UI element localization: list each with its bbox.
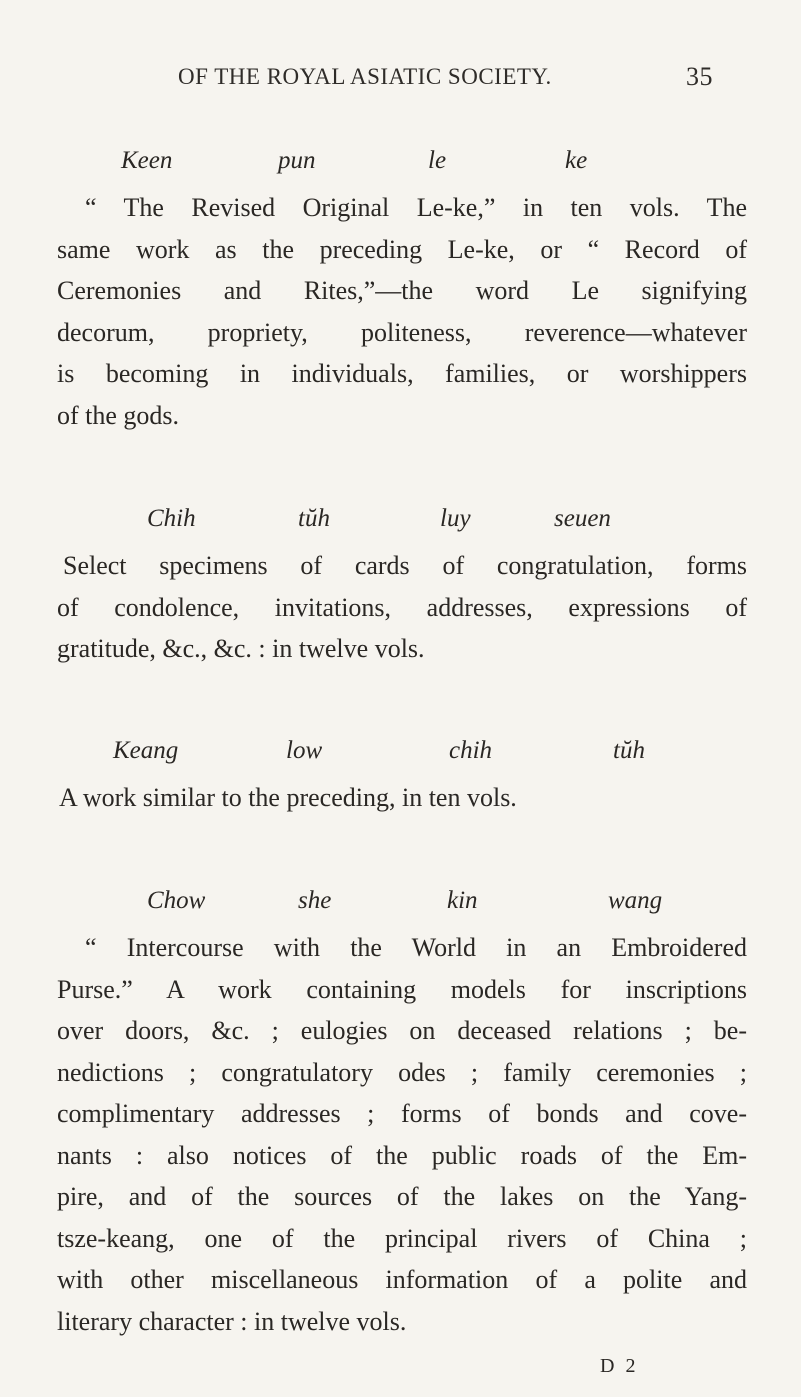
text-line: with other miscellaneous information of a polite and: [57, 1265, 747, 1294]
page-number: 35: [686, 62, 713, 91]
text-line: of the gods.: [57, 400, 180, 430]
romanized-word: low: [286, 737, 323, 764]
romanized-word: luy: [440, 505, 471, 532]
romanized-word: Chih: [147, 505, 196, 532]
romanized-word: Chow: [147, 887, 206, 914]
romanized-word: seuen: [554, 505, 611, 532]
text-line: literary character : in twelve vols.: [57, 1306, 407, 1336]
romanized-title: [57, 887, 747, 927]
text-line: same work as the preceding Le-ke, or “ Record of: [57, 234, 747, 264]
text-line: gratitude, &c., &c. : in twelve vols.: [57, 634, 425, 663]
text-line: pire, and of the sources of the lakes on the Yang-: [57, 1182, 747, 1211]
catalog-entry: [57, 505, 747, 670]
catalog-entry: [57, 887, 747, 1342]
text-line: Select specimens of cards of congratulation, forms: [63, 551, 747, 580]
romanized-word: kin: [447, 887, 478, 914]
entry-description: [57, 777, 747, 819]
text-line: decorum, propriety, politeness, reverence—whatever: [57, 317, 747, 347]
catalog-entry: [57, 147, 747, 436]
romanized-word: wang: [608, 887, 663, 914]
romanized-title: [57, 147, 747, 187]
romanized-word: Keang: [113, 737, 179, 764]
text-line: nants : also notices of the public roads of the Em-: [57, 1140, 747, 1170]
running-head-title: OF THE ROYAL ASIATIC SOCIETY.: [178, 64, 552, 89]
romanized-word: tŭh: [613, 737, 645, 764]
romanized-word: le: [428, 147, 447, 174]
romanized-title: [57, 505, 747, 545]
entry-description: [57, 545, 747, 670]
romanized-word: chih: [449, 737, 493, 764]
romanized-word: tŭh: [298, 505, 330, 532]
entry-description: [57, 927, 747, 1342]
entry-description: [57, 187, 747, 436]
text-line: “ The Revised Original Le-ke,” in ten vols. The: [85, 193, 747, 222]
text-line: over doors, &c. ; eulogies on deceased relations ; be-: [57, 1016, 747, 1045]
romanized-word: pun: [278, 147, 316, 174]
text-line: Ceremonies and Rites,”—the word Le signifying: [57, 276, 747, 305]
text-line: of condolence, invitations, addresses, expressions of: [57, 592, 747, 622]
text-line: A work similar to the preceding, in ten vols.: [59, 783, 517, 812]
text-line: is becoming in individuals, families, or worshippers: [57, 359, 747, 388]
romanized-word: she: [298, 887, 332, 914]
romanized-word: ke: [565, 147, 588, 174]
signature-mark: D 2: [600, 1355, 639, 1377]
text-line: tsze-keang, one of the principal rivers of China ;: [57, 1223, 747, 1253]
text-line: complimentary addresses ; forms of bonds and cove-: [57, 1099, 747, 1128]
romanized-title: [57, 737, 747, 777]
catalog-entry: [57, 737, 747, 819]
text-line: “ Intercourse with the World in an Embroidered: [85, 933, 747, 962]
text-line: Purse.” A work containing models for inscriptions: [57, 974, 747, 1004]
text-line: nedictions ; congratulatory odes ; family ceremonies ;: [57, 1057, 747, 1087]
romanized-word: Keen: [121, 147, 173, 174]
